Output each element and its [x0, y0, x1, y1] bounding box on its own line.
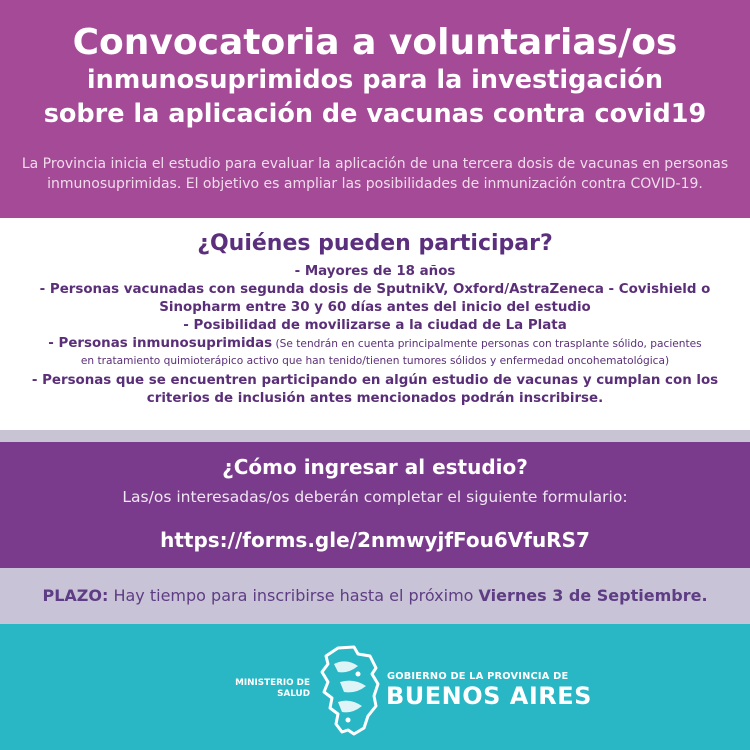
deadline-date: Viernes 3 de Septiembre.: [478, 586, 708, 605]
ministry-line-2: SALUD: [277, 689, 310, 699]
requirement-immunosuppressed-note-line-2: en tratamiento quimioterápico activo que han tenido/tienen tumores sólidos y enfermedad oncohematológica): [80, 355, 670, 367]
footer: [0, 624, 750, 750]
section-divider: [0, 430, 750, 442]
deadline-bar: [0, 568, 750, 624]
deadline-text: Hay tiempo para inscribirse hasta el próximo: [108, 586, 479, 605]
enrollment-section: [0, 442, 750, 568]
requirement-immunosuppressed-label: - Personas inmunosuprimidas: [48, 336, 273, 351]
ministry-label: [226, 678, 310, 700]
deadline-label: PLAZO:: [42, 586, 109, 605]
government-label: GOBIERNO DE LA PROVINCIA DE: [387, 671, 569, 682]
requirement-immunosuppressed-note: (Se tendrán en cuenta principalmente personas con trasplante sólido, pacientes: [272, 338, 702, 350]
subtitle-line-2: sobre la aplicación de vacunas contra covid19: [43, 99, 707, 129]
requirement-age: - Mayores de 18 años: [294, 264, 456, 279]
requirement-vaccine-line-2: Sinopharm entre 30 y 60 días antes del inicio del estudio: [159, 300, 591, 315]
subtitle-line-1: inmunosuprimidos para la investigación: [86, 65, 664, 95]
ministry-line-1: MINISTERIO DE: [235, 678, 310, 688]
form-link[interactable]: https://forms.gle/2nmwyjfFou6VfuRS7: [160, 528, 590, 552]
requirement-vaccine-line-1: - Personas vacunadas con segunda dosis de SputnikV, Oxford/AstraZeneca - Covishield o: [39, 282, 711, 297]
province-name: BUENOS AIRES: [386, 682, 592, 710]
header-banner: [0, 0, 750, 218]
requirement-mobility: - Posibilidad de movilizarse a la ciudad de La Plata: [183, 318, 567, 333]
main-title: Convocatoria a voluntarias/os: [72, 22, 678, 63]
eligibility-title: ¿Quiénes pueden participar?: [197, 231, 553, 256]
buenos-aires-map-icon: [318, 644, 380, 736]
intro-text: La Provincia inicia el estudio para evaluar la aplicación de una tercera dosis de vacunas en personas inmunosuprimidas. El objetivo es ampliar las posibilidades de inmunización contra COVID-19.: [21, 156, 729, 192]
requirement-other-studies-line-2: criterios de inclusión antes mencionados podrán inscribirse.: [146, 391, 604, 406]
eligibility-section: [0, 218, 750, 430]
enrollment-title: ¿Cómo ingresar al estudio?: [222, 455, 528, 479]
requirement-other-studies-line-1: - Personas que se encuentren participando en algún estudio de vacunas y cumplan con los: [31, 373, 719, 388]
enrollment-instructions: Las/os interesadas/os deberán completar el siguiente formulario:: [122, 488, 628, 506]
requirement-immunosuppressed: [10, 335, 740, 353]
